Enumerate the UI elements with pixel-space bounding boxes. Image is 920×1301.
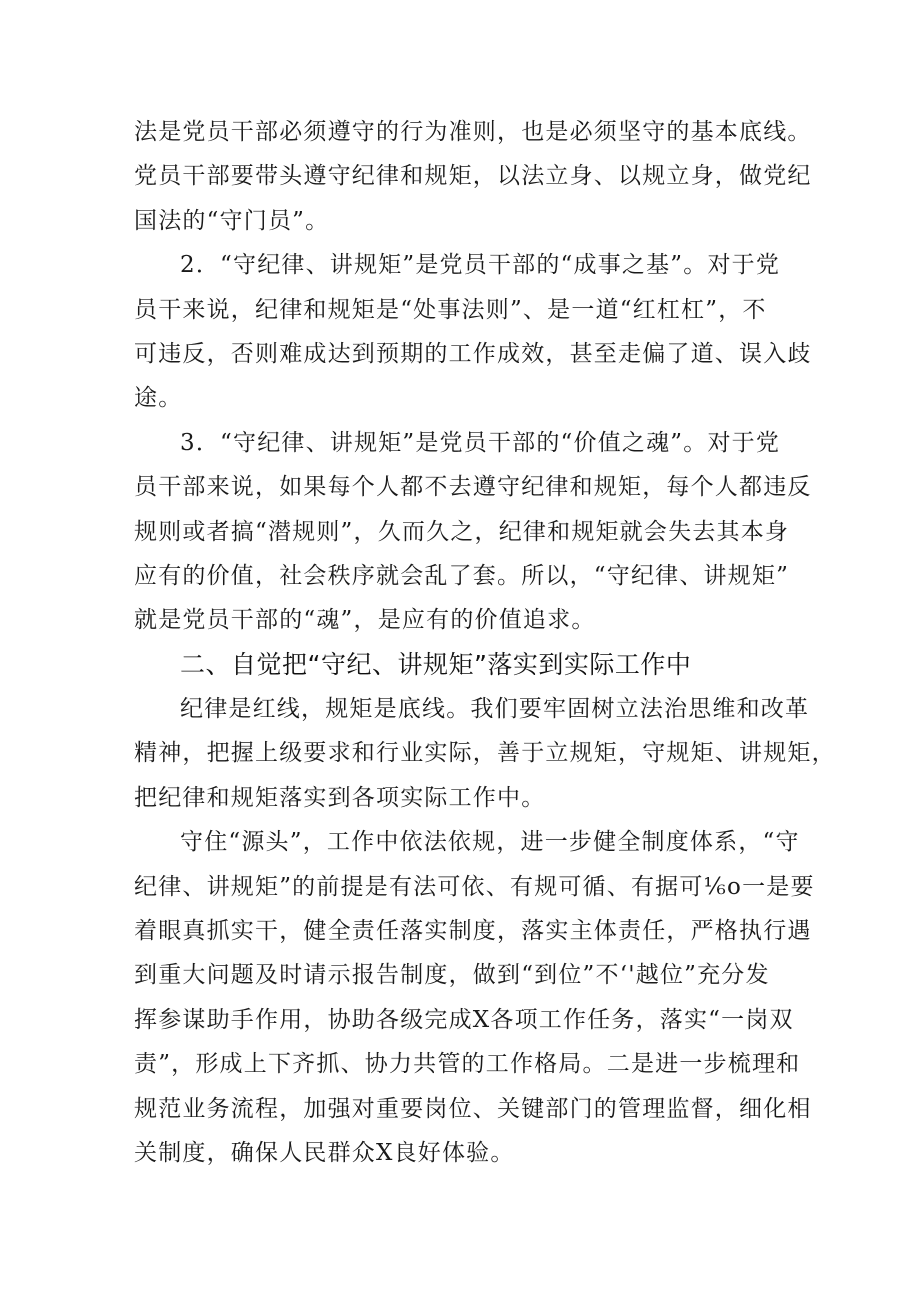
- text-line: 规则或者搞“潜规则”，久而久之，纪律和规矩就会失去其本身: [134, 518, 790, 545]
- section-heading: 二、自觉把“守纪、讲规矩”落实到实际工作中: [180, 649, 692, 679]
- text-line: 途。: [134, 385, 183, 412]
- text-line: 精神，把握上级要求和行业实际，善于立规矩，守规矩、讲规矩，: [134, 740, 836, 767]
- text-line: 把纪律和规矩落实到各项实际工作中。: [134, 784, 546, 811]
- paragraph-source: [134, 820, 815, 1175]
- text-line: 3．“守纪律、讲规矩”是党员干部的“价值之魂”。对于党: [180, 429, 781, 456]
- text-line: 员干部来说，如果每个人都不去遵守纪律和规矩，每个人都违反: [134, 474, 812, 501]
- text-line: 守住“源头”，工作中依法依规，进一步健全制度体系，“守: [180, 829, 800, 856]
- paragraph-redline: [134, 687, 836, 820]
- text-line: 纪律、讲规矩”的前提是有法可依、有规可循、有据可⅙o一是要: [134, 873, 815, 900]
- text-line: 着眼真抓实干，健全责任落实制度，落实主体责任，严格执行遇: [134, 918, 812, 945]
- text-line: 就是党员干部的“魂”，是应有的价值追求。: [134, 607, 596, 634]
- paragraph-point-3: [134, 421, 812, 643]
- text-line: 党员干部要带头遵守纪律和规矩，以法立身、以规立身，做党纪: [134, 163, 812, 190]
- text-line: 纪律是红线，规矩是底线。我们要牢固树立法治思维和改革: [180, 696, 810, 723]
- paragraph-point-2: [134, 243, 812, 421]
- text-line: 法是党员干部必须遵守的行为准则，也是必须坚守的基本底线。: [134, 119, 812, 145]
- text-line: 2．“守纪律、讲规矩”是党员干部的“成事之基”。对于党: [180, 252, 781, 279]
- text-line: 挥参谋助手作用，协助各级完成X各项工作任务，落实“一岗双: [134, 1006, 794, 1033]
- document-body: [134, 110, 836, 1175]
- text-line: 关制度，确保人民群众X良好体验。: [134, 1139, 515, 1166]
- text-line: 可违反，否则难成达到预期的工作成效，甚至走偏了道、误入歧: [134, 340, 812, 367]
- text-line: 员干来说，纪律和规矩是“处事法则”、是一道“红杠杠”，不: [134, 296, 767, 323]
- paragraph-continuation: [134, 110, 812, 243]
- text-line: 责”，形成上下齐抓、协力共管的工作格局。二是进一步梳理和: [134, 1051, 801, 1078]
- text-line: 到重大问题及时请示报告制度，做到“到位”不‘'越位”充分发: [134, 962, 770, 989]
- text-line: 应有的价值，社会秩序就会乱了套。所以，“守纪律、讲规矩”: [134, 562, 790, 589]
- text-line: 国法的“守门员”。: [134, 207, 330, 234]
- text-line: 规范业务流程，加强对重要岗位、关键部门的管理监督，细化相: [134, 1095, 812, 1122]
